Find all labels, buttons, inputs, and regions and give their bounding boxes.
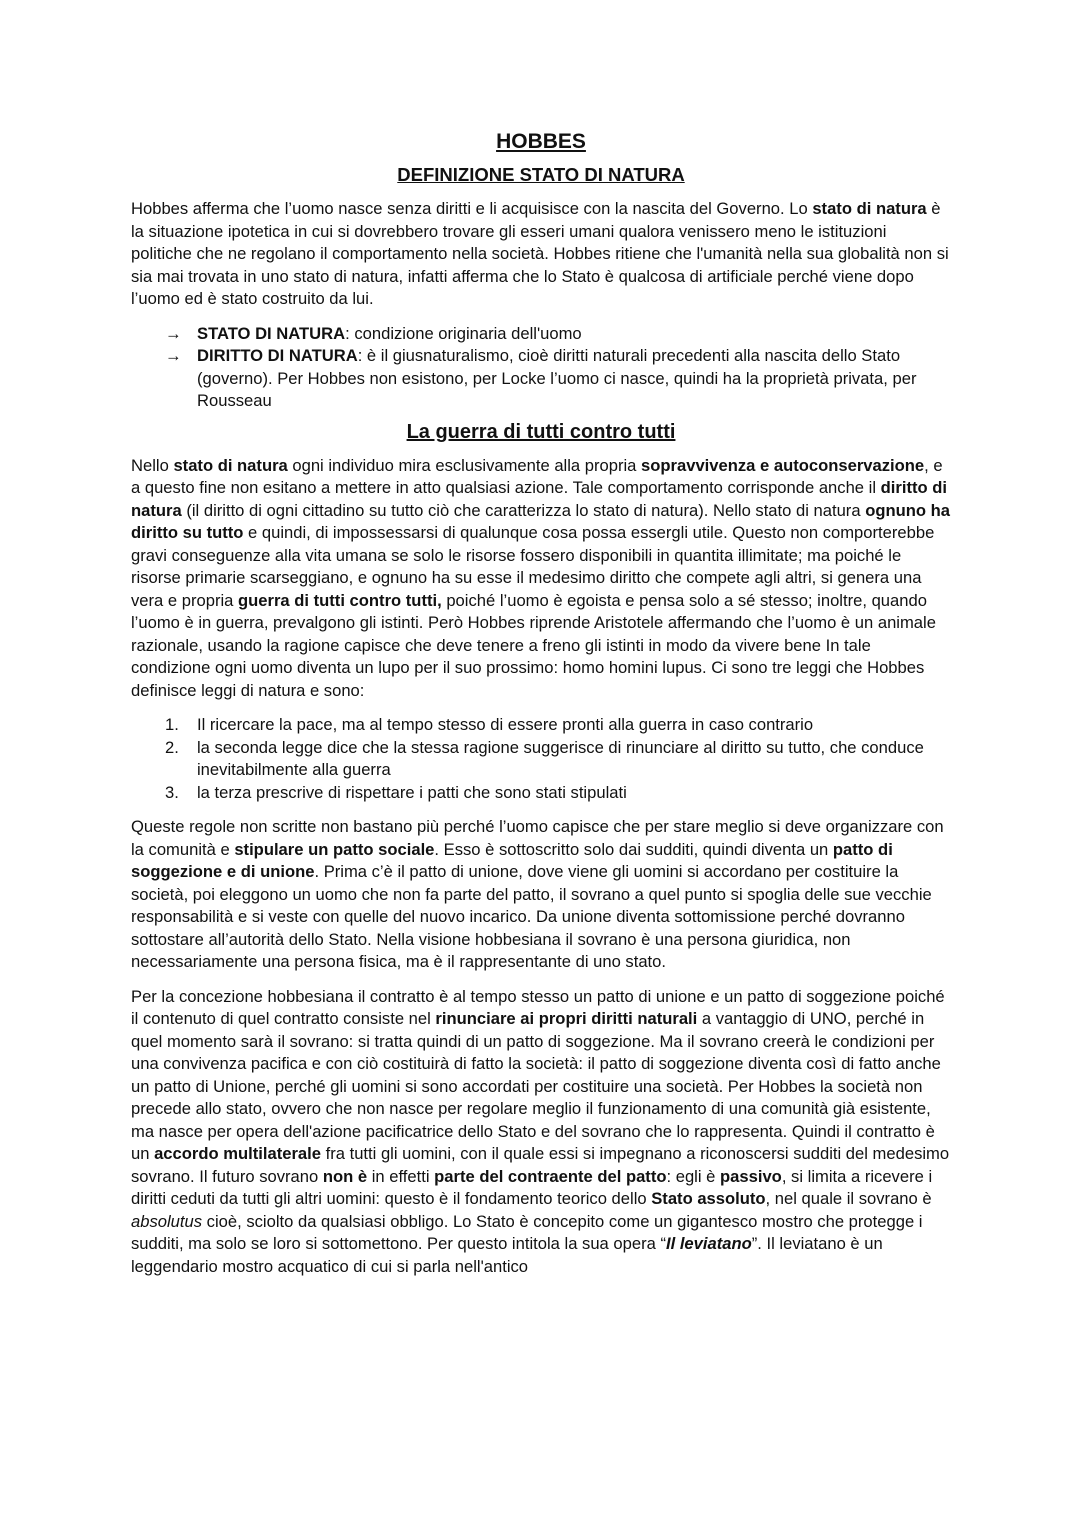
- definition-item: [165, 323, 951, 346]
- emphasized-text: diritto di natura: [131, 478, 947, 520]
- emphasized-text: ognuno ha diritto su tutto: [131, 500, 950, 542]
- war-paragraph: Nello stato di natura ogni individuo mira esclusivamente alla propria sopravvivenza e autoconservazione, e a questo fine non esitano a mettere in atto qualsiasi azione. Tale comportamento corrisponde anche il diritto di natura (il diritto di ogni cittadino su tutto ciò che caratterizza lo stato di natura). Nello stato di natura ognuno ha diritto su tutto e quindi, di impossessarsi di qualunque cosa possa essergli utile. Questo non comporterebbe gravi conseguenze alla vita umana se solo le risorse fossero disponibili in quantita illimitate; ma poiché le risorse primarie scarseggiano, e ognuno ha su esse il medesimo diritto che compete agli altri, si genera una vera e propria guerra di tutti contro tutti, poiché l’uomo è egoista e pensa solo a sé stesso; inoltre, quando l’uomo è in guerra, prevalgono gli istinti. Però Hobbes riprende Aristotele affermando che l’uomo è un animale razionale, usando la ragione capisce che deve tenere a freno gli istinti in modo da vivere bene In tale condizione ogni uomo diventa un lupo per il suo prossimo: homo homini lupus. Ci sono tre leggi che Hobbes definisce leggi di natura e sono:: [131, 455, 950, 700]
- emphasized-text: patto di soggezione e di unione: [131, 839, 893, 881]
- law-text: Il ricercare la pace, ma al tempo stesso di essere pronti alla guerra in caso contrario: [197, 715, 814, 734]
- definition-text: DIRITTO DI NATURA: è il giusnaturalismo, cioè diritti naturali precedenti alla nascita dello Stato (governo). Per Hobbes non esistono, per Locke l’uomo ci nasce, quindi ha la proprietà privata, per Rousseau: [197, 346, 917, 410]
- laws-list: [131, 714, 951, 804]
- section-title: La guerra di tutti contro tutti: [406, 420, 676, 443]
- law-number: 2.: [165, 737, 179, 757]
- contract-paragraph: Per la concezione hobbesiana il contratto è al tempo stesso un patto di unione e un patto di soggezione poiché il contenuto di quel contratto consiste nel rinunciare ai propri diritti naturali a vantaggio di UNO, perché in quel momento sarà il sovrano: si tratta quindi di un patto di soggezione. Ma il sovrano creerà le condizioni per una convivenza pacifica e con ciò costituirà di fatto la società: il patto di soggezione diventa così di fatto anche un patto di Unione, perché gli uomini si sono accordati per costituire una società. Per Hobbes la società non precede allo stato, ovvero che non nasce per regolare meglio il funzionamento di una comunità già esistente, ma nasce per opera dell'azione pacificatrice dello Stato e del sovrano che lo rappresenta. Quindi il contratto è un accordo multilaterale fra tutti gli uomini, con il quale essi si impegnano a riconoscersi sudditi del medesimo sovrano. Il futuro sovrano non è in effetti parte del contraente del patto: egli è passivo, si limita a ricevere i diritti ceduti da tutti gli altri uomini: questo è il fondamento teorico dello Stato assoluto, nel quale il sovrano è absolutus cioè, sciolto da qualsiasi obbligo. Lo Stato è concepito come un gigantesco mostro che protegge i sudditi, ma solo se loro si sottomettono. Per questo intitola la sua opera “Il leviatano”. Il leviatano è un leggendario mostro acquatico di cui si parla nell'antico: [131, 986, 950, 1276]
- emphasized-text: stipulare un patto sociale: [234, 839, 435, 859]
- intro-paragraph: Hobbes afferma che l’uomo nasce senza diritti e li acquisisce con la nascita del Governo. Lo stato di natura è la situazione ipotetica in cui si dovrebbero trovare gli esseri umani qualora venissero meno le istituzioni politiche che ne regolano il comportamento nella società. Hobbes ritiene che l'umanità nella sua globalità non si sia mai trovata in uno stato di natura, infatti afferma che lo Stato è qualcosa di artificiale perché viene dopo l’uomo ed è stato costruito da lui.: [131, 199, 949, 308]
- emphasized-text: DIRITTO DI NATURA: [197, 346, 358, 365]
- emphasized-text: stato di natura: [173, 455, 288, 475]
- law-item: [165, 782, 951, 805]
- definitions-list: [131, 323, 951, 413]
- definition-item: [165, 345, 951, 413]
- law-number: 3.: [165, 782, 179, 802]
- emphasized-text: Il leviatano: [665, 1234, 752, 1253]
- law-item: [165, 714, 951, 737]
- emphasized-text: Stato assoluto: [651, 1189, 766, 1208]
- pact-paragraph: Queste regole non scritte non bastano più perché l’uomo capisce che per stare meglio si deve organizzare con la comunità e stipulare un patto sociale. Esso è sottoscritto solo dai sudditi, quindi diventa un patto di soggezione e di unione. Prima c’è il patto di unione, dove viene gli uomini si accordano per costituire la società, poi eleggono un uomo che non fa parte del patto, il sovrano a quel punto si spoglia delle sue vecchie responsabilità e si veste con quelle del nuovo incarico. Da unione diventa sottomissione perché dovranno sottostare all’autorità dello Stato. Nella visione hobbesiana il sovrano è una persona giuridica, non necessariamente una persona fisica, ma è il rappresentante di uno stato.: [131, 817, 944, 971]
- emphasized-text: sopravvivenza e autoconservazione: [641, 455, 925, 475]
- emphasized-text: passivo: [720, 1166, 782, 1186]
- law-text: la terza prescrive di rispettare i patti che sono stati stipulati: [197, 782, 627, 802]
- emphasized-text: guerra di tutti contro tutti,: [238, 590, 442, 610]
- document-subtitle: DEFINIZIONE STATO DI NATURA: [397, 164, 685, 185]
- emphasized-text: non è: [322, 1166, 368, 1186]
- emphasized-text: parte del contraente del patto: [434, 1166, 667, 1186]
- emphasized-text: absolutus: [131, 1211, 203, 1231]
- emphasized-text: rinunciare ai propri diritti naturali: [435, 1009, 698, 1028]
- document-page: [131, 128, 951, 1290]
- law-number: 1.: [165, 715, 179, 734]
- arrow-right-icon: →: [165, 346, 182, 365]
- emphasized-text: STATO DI NATURA: [197, 323, 346, 343]
- emphasized-text: accordo multilaterale: [154, 1144, 321, 1163]
- arrow-right-icon: →: [165, 323, 182, 343]
- emphasized-text: stato di natura: [812, 199, 927, 218]
- law-text: la seconda legge dice che la stessa ragione suggerisce di rinunciare al diritto su tutto, che conduce inevitabilmente alla guerra: [197, 737, 924, 779]
- definition-text: STATO DI NATURA: condizione originaria dell'uomo: [197, 323, 582, 343]
- document-title: HOBBES: [496, 130, 586, 153]
- law-item: [165, 737, 951, 782]
